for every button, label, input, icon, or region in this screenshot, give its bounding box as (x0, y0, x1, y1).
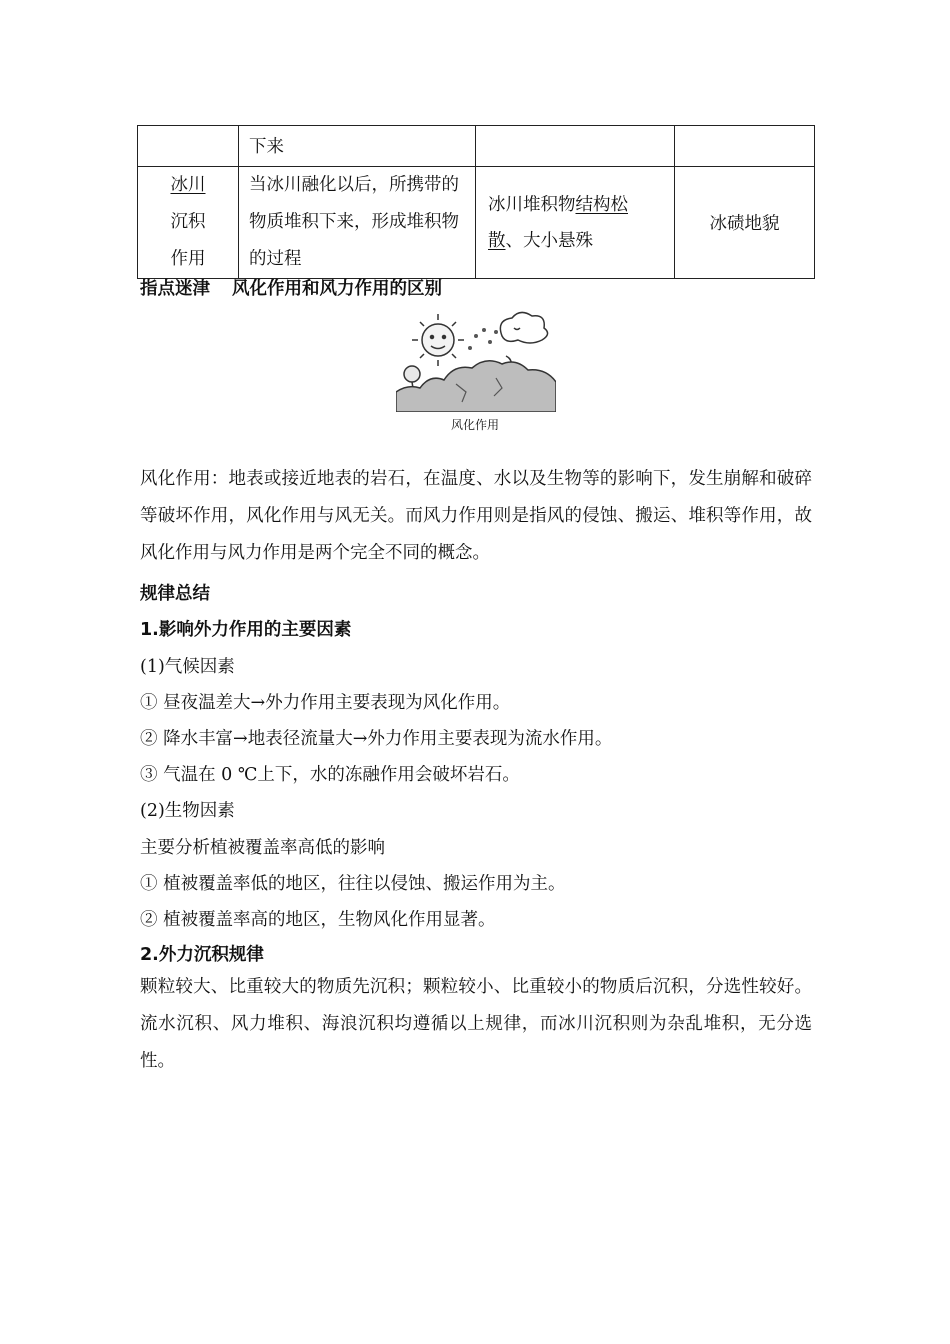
table-row (138, 126, 815, 167)
section1-title: 1.影响外力作用的主要因素 (140, 620, 352, 640)
list-item: ① 植被覆盖率低的地区，往往以侵蚀、搬运作用为主。 (140, 874, 566, 894)
tip-title: 风化作用和风力作用的区别 (232, 279, 442, 299)
table-cell-process: 当冰川融化以后，所携带的物质堆积下来，形成堆积物的过程 (239, 167, 476, 279)
feature-text: 、大小悬殊 (505, 230, 593, 251)
sun-icon (412, 314, 464, 366)
table-cell-process-continued: 下来 (239, 126, 476, 167)
landform-process-table (137, 125, 815, 279)
feature-underlined-term: 结构松 (575, 194, 628, 215)
weathering-illustration (396, 308, 556, 412)
type-text: 作用 (170, 249, 206, 269)
deposition-paragraph: 颗粒较大、比重较大的物质先沉积；颗粒较小、比重较小的物质后沉积，分选性较好。流水沉积、风力堆积、海浪沉积均遵循以上规律，而冰川沉积则为杂乱堆积，无分选性。 (140, 977, 812, 1071)
bio-factor-title: (2)生物因素 (140, 801, 235, 821)
summary-heading: 规律总结 (140, 584, 210, 604)
tip-heading (140, 275, 442, 300)
table-cell-feature (476, 167, 675, 279)
rock-ground (396, 361, 556, 412)
table-cell-empty (476, 126, 675, 167)
table-cell-empty (675, 126, 815, 167)
list-item: ② 降水丰富→地表径流量大→外力作用主要表现为流水作用。 (140, 729, 613, 749)
table-row (138, 167, 815, 279)
bio-factor-intro: 主要分析植被覆盖率高低的影响 (140, 838, 385, 858)
weathering-paragraph: 风化作用：地表或接近地表的岩石，在温度、水以及生物等的影响下，发生崩解和破碎等破坏作用，风化作用与风无关。而风力作用则是指风的侵蚀、搬运、堆积等作用，故风化作用与风力作用是两个完全不同的概念。 (140, 469, 812, 563)
tip-label: 指点迷津 (140, 279, 210, 299)
table-cell-type (138, 167, 239, 279)
table-cell-landform: 冰碛地貌 (675, 167, 815, 279)
section2-title: 2.外力沉积规律 (140, 945, 264, 965)
table-cell-empty (138, 126, 239, 167)
cloud-icon (500, 312, 547, 343)
feature-text: 冰川堆积物 (488, 194, 576, 215)
climate-factor-title: (1)气候因素 (140, 657, 235, 677)
glacier-underlined-term: 冰川 (170, 175, 206, 195)
figure-caption: 风化作用 (450, 418, 499, 432)
raindrops-icon (468, 328, 498, 350)
type-text: 沉积 (170, 212, 206, 232)
list-item: ② 植被覆盖率高的地区，生物风化作用显著。 (140, 910, 496, 930)
list-item: ① 昼夜温差大→外力作用主要表现为风化作用。 (140, 693, 511, 713)
list-item: ③ 气温在 0 ℃上下，水的冻融作用会破坏岩石。 (140, 765, 520, 785)
feature-underlined-term: 散 (488, 230, 506, 251)
